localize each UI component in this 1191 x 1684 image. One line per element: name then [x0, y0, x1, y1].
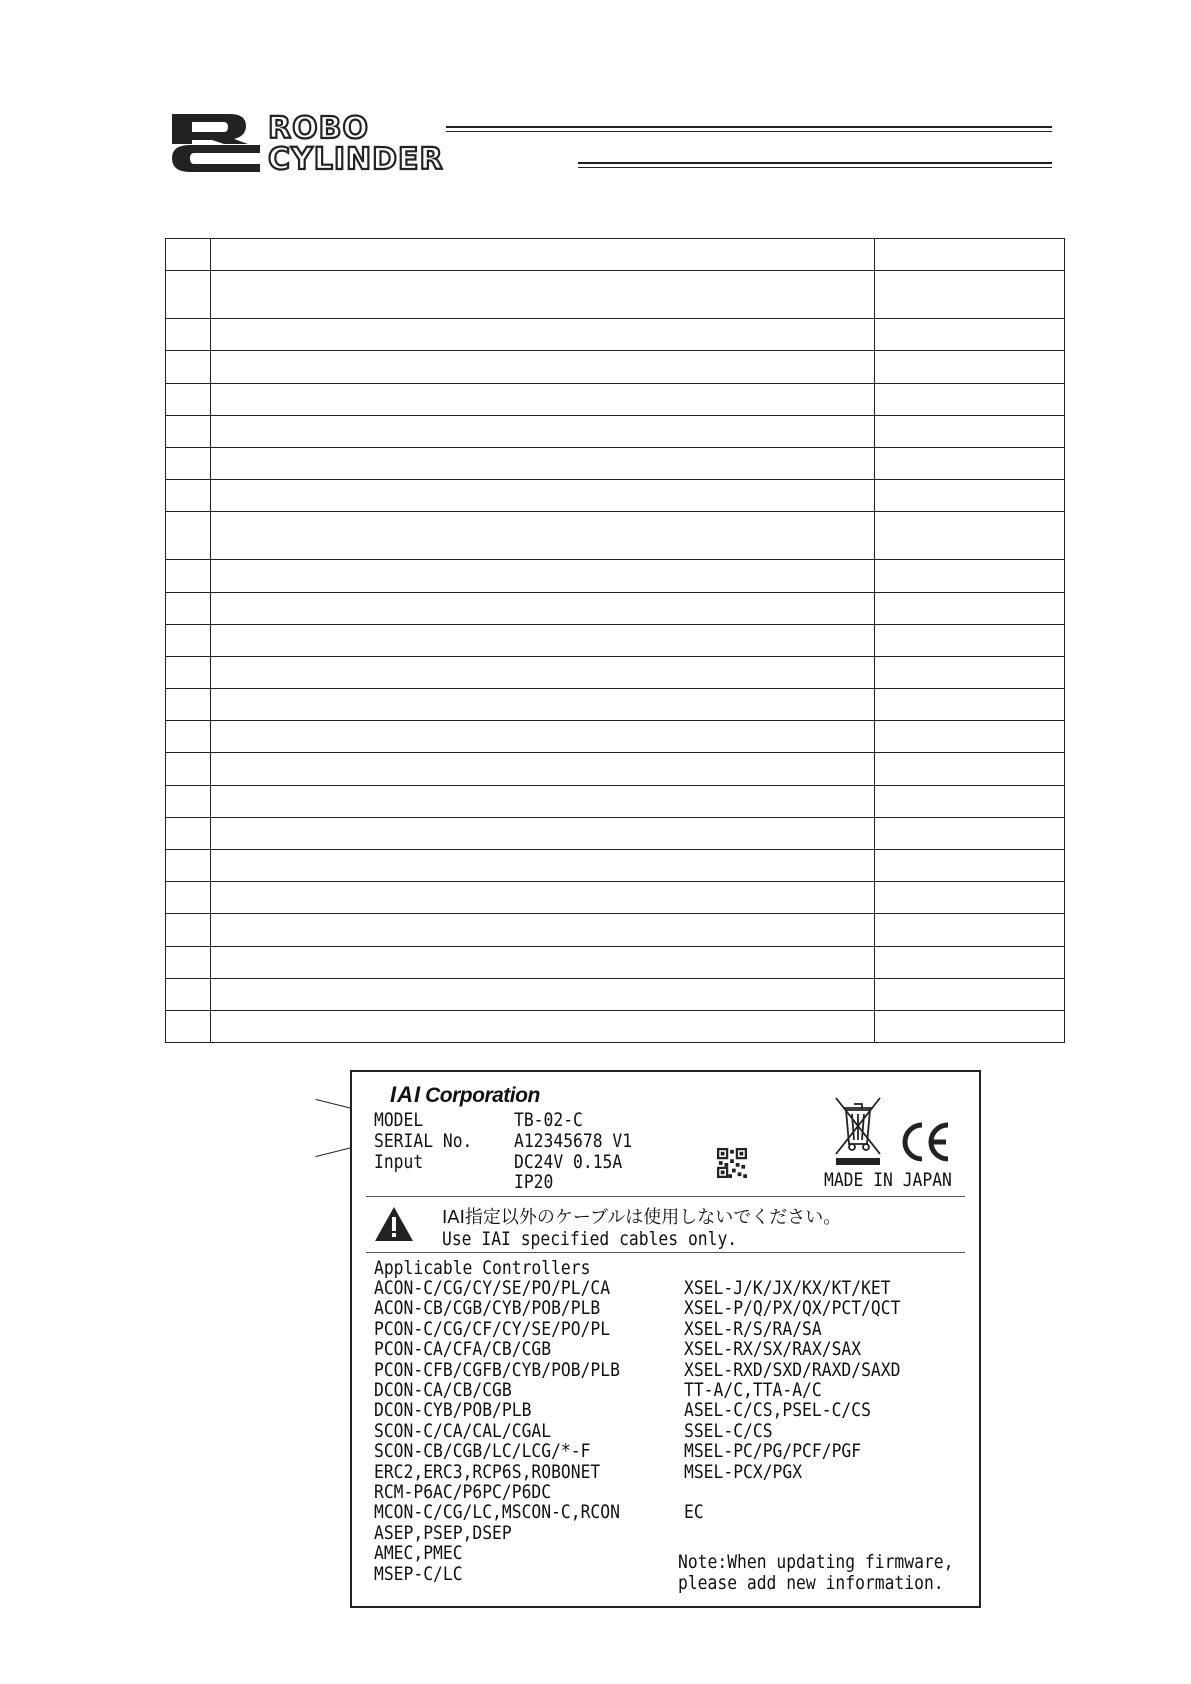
description-cell: [211, 624, 875, 656]
controller-item: XSEL-RXD/SXD/RAXD/SAXD: [684, 1358, 901, 1381]
row-number-cell: [166, 480, 211, 512]
ip-rating: IP20: [514, 1171, 554, 1193]
value-cell: [875, 624, 1065, 656]
robo-cylinder-logo: [170, 112, 1100, 182]
description-cell: [211, 914, 875, 946]
value-cell: [875, 480, 1065, 512]
row-number-cell: [166, 624, 211, 656]
table-row: [166, 239, 1065, 271]
table-row: [166, 383, 1065, 415]
controller-item: SCON-CB/CGB/LC/LCG/*-F: [374, 1440, 591, 1463]
made-in-japan: MADE IN JAPAN: [824, 1169, 952, 1191]
value-cell: [875, 978, 1065, 1010]
table-row: [166, 914, 1065, 946]
description-cell: [211, 319, 875, 351]
row-number-cell: [166, 978, 211, 1010]
controller-item: PCON-CA/CFA/CB/CGB: [374, 1338, 552, 1361]
controller-item: ASEL-C/CS,PSEL-C/CS: [684, 1399, 871, 1422]
value-cell: [875, 914, 1065, 946]
value-cell: [875, 319, 1065, 351]
weee-bin-icon: [830, 1092, 886, 1168]
value-cell: [875, 785, 1065, 817]
warning-text-en: Use IAI specified cables only.: [442, 1228, 738, 1250]
controller-item: XSEL-R/S/RA/SA: [684, 1317, 822, 1340]
table-row: [166, 785, 1065, 817]
row-number-cell: [166, 817, 211, 849]
description-cell: [211, 721, 875, 753]
controller-item: XSEL-RX/SX/RAX/SAX: [684, 1338, 862, 1361]
qr-code-icon: [716, 1148, 748, 1178]
row-number-cell: [166, 351, 211, 383]
controller-item: XSEL-P/Q/PX/QX/PCT/QCT: [684, 1297, 901, 1320]
controller-item: ACON-C/CG/CY/SE/PO/PL/CA: [374, 1277, 611, 1299]
row-number-cell: [166, 415, 211, 447]
table-row: [166, 689, 1065, 721]
table-row: [166, 978, 1065, 1010]
rc-logo-icon: [170, 112, 262, 174]
description-cell: [211, 753, 875, 785]
table-row: [166, 1010, 1065, 1042]
row-number-cell: [166, 689, 211, 721]
description-cell: [211, 850, 875, 882]
table-row: [166, 447, 1065, 479]
row-number-cell: [166, 271, 211, 319]
controller-item: MCON-C/CG/LC,MSCON-C,RCON: [374, 1501, 620, 1524]
serial-key: SERIAL No.: [374, 1130, 473, 1152]
table-row: [166, 480, 1065, 512]
header-rule: [578, 162, 1052, 164]
table-row: [166, 624, 1065, 656]
controller-item: PCON-CFB/CGFB/CYB/POB/PLB: [374, 1358, 620, 1381]
description-cell: [211, 560, 875, 592]
ce-mark-icon: [898, 1120, 954, 1164]
controller-item: DCON-CYB/POB/PLB: [374, 1399, 532, 1422]
product-nameplate: [350, 1070, 981, 1608]
value-cell: [875, 592, 1065, 624]
description-cell: [211, 978, 875, 1010]
description-cell: [211, 239, 875, 271]
header-rule: [578, 167, 1052, 168]
controller-item: SSEL-C/CS: [684, 1419, 773, 1442]
row-number-cell: [166, 785, 211, 817]
table-row: [166, 946, 1065, 978]
value-cell: [875, 721, 1065, 753]
table-row: [166, 351, 1065, 383]
row-number-cell: [166, 512, 211, 560]
value-cell: [875, 512, 1065, 560]
divider: [366, 1252, 965, 1253]
controller-item: RCM-P6AC/P6PC/P6DC: [374, 1481, 552, 1503]
input-key: Input: [374, 1151, 424, 1173]
row-number-cell: [166, 447, 211, 479]
value-cell: [875, 415, 1065, 447]
row-number-cell: [166, 1010, 211, 1042]
controller-item: PCON-C/CG/CF/CY/SE/PO/PL: [374, 1317, 611, 1340]
value-cell: [875, 850, 1065, 882]
table-row: [166, 656, 1065, 688]
divider: [366, 1196, 965, 1197]
value-cell: [875, 239, 1065, 271]
description-cell: [211, 817, 875, 849]
value-cell: [875, 817, 1065, 849]
row-number-cell: [166, 946, 211, 978]
value-cell: [875, 753, 1065, 785]
row-number-cell: [166, 753, 211, 785]
controller-item: ASEP,PSEP,DSEP: [374, 1521, 512, 1544]
controller-item: MSEP-C/LC: [374, 1562, 463, 1585]
row-number-cell: [166, 383, 211, 415]
controller-item: ACON-CB/CGB/CYB/POB/PLB: [374, 1297, 601, 1320]
value-cell: [875, 351, 1065, 383]
controller-item: MSEL-PC/PG/PCF/PGF: [684, 1440, 862, 1463]
row-number-cell: [166, 560, 211, 592]
row-number-cell: [166, 239, 211, 271]
table-row: [166, 415, 1065, 447]
description-cell: [211, 946, 875, 978]
value-cell: [875, 882, 1065, 914]
description-cell: [211, 785, 875, 817]
description-cell: [211, 415, 875, 447]
model-value: TB-02-C: [514, 1109, 583, 1131]
value-cell: [875, 560, 1065, 592]
row-number-cell: [166, 850, 211, 882]
table-row: [166, 850, 1065, 882]
value-cell: [875, 689, 1065, 721]
description-cell: [211, 1010, 875, 1042]
controller-item: SCON-C/CA/CAL/CGAL: [374, 1419, 552, 1442]
value-cell: [875, 656, 1065, 688]
table-row: [166, 753, 1065, 785]
row-number-cell: [166, 592, 211, 624]
row-number-cell: [166, 914, 211, 946]
serial-value: A12345678 V1: [514, 1130, 633, 1152]
value-cell: [875, 383, 1065, 415]
controller-item: TT-A/C,TTA-A/C: [684, 1379, 822, 1401]
table-row: [166, 882, 1065, 914]
blank-table: [165, 238, 1065, 1043]
description-cell: [211, 689, 875, 721]
input-value: DC24V 0.15A: [514, 1151, 623, 1173]
model-key: MODEL: [374, 1109, 424, 1131]
controller-item: AMEC,PMEC: [374, 1542, 463, 1565]
description-cell: [211, 882, 875, 914]
warning-text-jp: IAI指定以外のケーブルは使用しないでください。: [442, 1207, 842, 1228]
table-row: [166, 592, 1065, 624]
logo-word-cylinder: CYLINDER: [268, 142, 444, 177]
value-cell: [875, 271, 1065, 319]
description-cell: [211, 351, 875, 383]
description-cell: [211, 480, 875, 512]
note-line-2: please add new information.: [678, 1572, 944, 1594]
table-row: [166, 721, 1065, 753]
note-line-1: Note:When updating firmware,: [678, 1551, 954, 1573]
controller-item: MSEL-PCX/PGX: [684, 1460, 803, 1483]
description-cell: [211, 592, 875, 624]
controller-item: EC: [684, 1501, 704, 1524]
value-cell: [875, 1010, 1065, 1042]
description-cell: [211, 271, 875, 319]
row-number-cell: [166, 319, 211, 351]
header-rule: [446, 126, 1052, 128]
value-cell: [875, 447, 1065, 479]
table-row: [166, 271, 1065, 319]
header-rule: [446, 131, 1052, 132]
logo-word-robo: ROBO: [268, 111, 369, 146]
description-cell: [211, 656, 875, 688]
table-row: [166, 319, 1065, 351]
table-row: [166, 560, 1065, 592]
brand-logo: IAI Corporation: [390, 1082, 540, 1107]
row-number-cell: [166, 656, 211, 688]
table-row: [166, 817, 1065, 849]
row-number-cell: [166, 721, 211, 753]
controller-item: ERC2,ERC3,RCP6S,ROBONET: [374, 1460, 601, 1483]
controller-item: DCON-CA/CB/CGB: [374, 1379, 512, 1401]
controller-item: XSEL-J/K/JX/KX/KT/KET: [684, 1277, 891, 1299]
warning-icon: [374, 1206, 414, 1242]
controllers-title: Applicable Controllers: [374, 1257, 591, 1279]
description-cell: [211, 447, 875, 479]
table-row: [166, 512, 1065, 560]
row-number-cell: [166, 882, 211, 914]
description-cell: [211, 383, 875, 415]
value-cell: [875, 946, 1065, 978]
description-cell: [211, 512, 875, 560]
